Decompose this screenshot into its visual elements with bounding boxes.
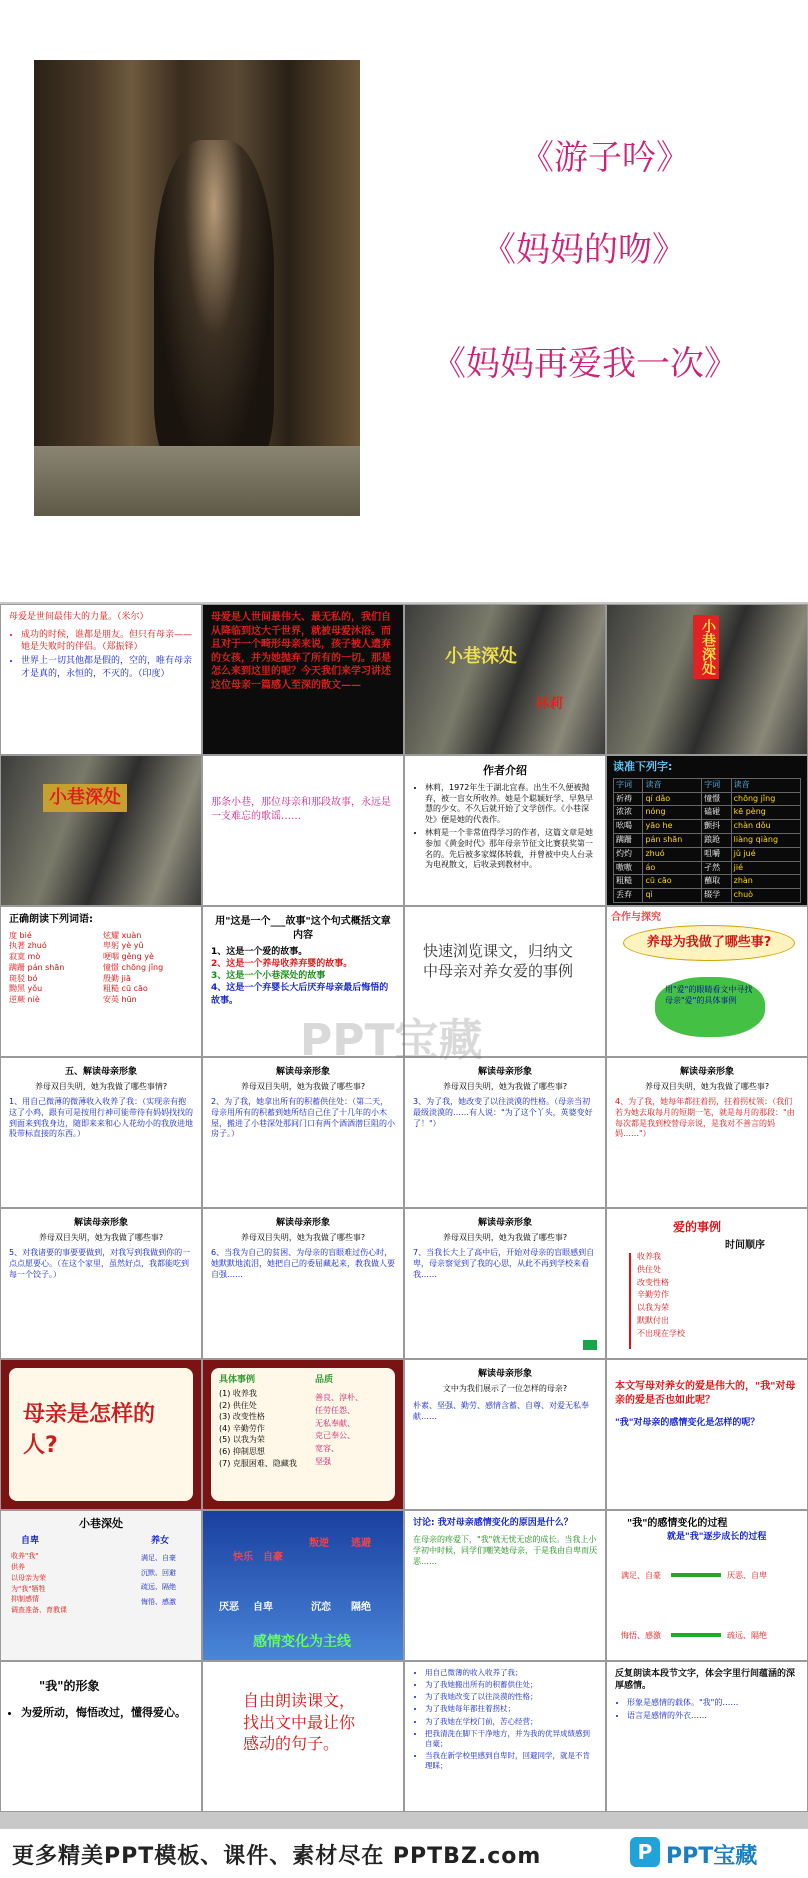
slide-title: 爱的事例 [673, 1220, 722, 1234]
slide-thumb[interactable] [404, 1208, 606, 1359]
table-cell: zhuó [643, 847, 702, 861]
vocab-word: 殷勤 jiā [103, 973, 131, 983]
flow-node: 悔悟、感激 [621, 1631, 661, 1640]
slide-title: 解读母亲形象 [73, 1218, 128, 1228]
slide-title: "我"的形象 [39, 1679, 100, 1693]
slide-thumb[interactable] [202, 1510, 404, 1661]
table-row [614, 792, 801, 806]
footer-text: 更多精美PPT模板、课件、素材尽在 PPTBZ.com [12, 1844, 542, 1869]
event-item: (4) 辛勤劳作 [219, 1423, 265, 1433]
table-row [614, 889, 801, 903]
event-item: (1) 收养我 [219, 1389, 257, 1398]
slide-subtitle: 养母双目失明，她为我做了哪些事? [38, 1233, 164, 1243]
slide-thumb[interactable] [606, 1661, 808, 1812]
event-item: (6) 抑制思想 [219, 1446, 265, 1456]
slide-subtitle: 养母双目失明，她为我做了哪些事? [240, 1082, 366, 1092]
table-row [614, 834, 801, 848]
vocab-word: 炫耀 xuàn [103, 930, 142, 940]
table-cell: 祈祷 [614, 792, 643, 806]
table-cell: pán shān [643, 834, 702, 848]
trait-item: 克己奉公、 [315, 1431, 355, 1441]
slide-text: 5、对我诸要的事要要做到，对我写到我做到你的一点点愿要心。（在这个家里，虽然好点，我都能吃到每一个饺子。） [9, 1247, 191, 1279]
vocab-word: 卑躬 yè yǔ [103, 941, 144, 951]
slide-bullet: • 成功的时候，谁都是朋友。但只有母亲——她是失败时的伴侣。（郑振铎） [21, 629, 193, 653]
slide-thumb[interactable] [0, 1510, 202, 1661]
slide-question: "我"对母亲的感情变化是怎样的呢？ [615, 1418, 760, 1428]
table-cell: 辍学 [702, 889, 731, 903]
slide-thumb[interactable] [606, 604, 808, 755]
slide-subtitle: 就是"我"逐步成长的过程 [667, 1532, 767, 1542]
daughter-feeling: 满足、自豪 [141, 1554, 176, 1562]
table-cell: 憧憬 [702, 792, 731, 806]
daughter-feeling: 悔悟、感激 [141, 1598, 176, 1607]
event-item: 辛勤劳作 [637, 1290, 669, 1300]
daughter-feeling: 沉默、回避 [141, 1568, 176, 1577]
table-cell: nóng [643, 806, 702, 820]
table-cell: jié [731, 861, 800, 875]
slide-bullet: • 世界上一切其他都是假的，空的，唯有母亲才是真的，永恒的，不灭的。（印度） [21, 655, 193, 679]
slide-title: 解读母亲形象 [679, 1067, 734, 1077]
slide-author: 林莉 [535, 696, 563, 712]
slide-thumb[interactable] [0, 1661, 202, 1812]
slide-text: 母爱是世间最伟大的力量。（米尔） [9, 612, 149, 622]
slide-thumbnail-grid [0, 604, 808, 1828]
slide-text: 3、为了我，她改变了以往淡漠的性格。（母亲当初最级淡漠的……有人说："为了这个丫头，英婆变好了！"） [413, 1096, 593, 1128]
slide-bullet: • 把我清洗在脚下干净地方，并为我的优异成绩感到自豪； [425, 1729, 597, 1749]
footer-banner[interactable] [0, 1828, 808, 1878]
table-cell: chàn dǒu [731, 820, 800, 834]
table-row [614, 820, 801, 834]
table-cell: jǔ jué [731, 847, 800, 861]
slide-item: 3、这是一个小巷深处的故事 [211, 971, 326, 982]
slide-title: 讨论: 我对母亲感情变化的原因是什么？ [413, 1518, 573, 1528]
slide-bullet: • 为了我她改变了以往淡漠的性格； [425, 1692, 597, 1702]
slide-item: 2、这是一个养母收养弃婴的故事。 [211, 959, 353, 970]
slide-subtitle: 养母双目失明，她为我做了哪些事? [442, 1082, 568, 1092]
slide-thumb[interactable] [0, 1359, 202, 1510]
vocab-word: 斑驳 bó [9, 973, 38, 983]
event-item: (5) 以我为荣 [219, 1435, 265, 1445]
daughter-feelings [141, 1551, 176, 1610]
slide-thumb[interactable] [404, 1359, 606, 1510]
vocab-word: 蹒跚 pán shān [9, 962, 65, 972]
slide-item: 4、这是一个弃婴长大后厌弃母亲最后悔悟的故事。 [211, 983, 389, 1006]
slide-text: 那条小巷，那位母亲和那段故事，永远是一支难忘的歌谣…… [211, 797, 391, 822]
slide-caption: 感情变化为主线 [253, 1634, 351, 1650]
trait-item: 任劳任怨、 [315, 1405, 355, 1415]
table-cell: qì [643, 889, 702, 903]
table-cell: 孑然 [702, 861, 731, 875]
event-item: 供住处 [637, 1264, 661, 1274]
slide-thumb[interactable] [202, 755, 404, 906]
vocab-word: 憧憬 chōng jǐng [103, 962, 164, 972]
table-cell: qí dǎo [643, 792, 702, 806]
emotion-label: 叛逆 [309, 1538, 329, 1549]
slide-subtitle: 养母双目失明，她为我做了哪些事? [442, 1233, 568, 1243]
slide-thumb[interactable] [0, 755, 202, 906]
vocab-word: 执著 zhuó [9, 941, 47, 951]
mother-action: 收养"我" [11, 1552, 39, 1560]
slide-thumb[interactable] [202, 604, 404, 755]
slide-text: 母爱是人世间最伟大、最无私的，我们自从降临到这大千世界，就被母爱沐浴。而且对于一个畸形母亲来说，孩子被人遗弃的女孩，并为她抛弃了所有的一切。那是怎么来到这里的呢？今天我们来学习讲述这位母亲一篇感人至深的散文—— [211, 612, 391, 691]
event-item: 以我为荣 [637, 1303, 669, 1313]
slide-subtitle: 养母双目失明，她为我做了哪些事? [644, 1082, 770, 1092]
slide-thumb[interactable] [404, 604, 606, 755]
slide-title: 正确朗读下列词语: [9, 914, 93, 925]
emotion-label: 隔绝 [351, 1602, 371, 1613]
event-item: 不出现在学校 [637, 1328, 685, 1338]
title-youziyin: 《游子吟》 [520, 138, 690, 178]
stone-step [34, 446, 360, 516]
trait-list [315, 1392, 363, 1469]
logo-text: PPT宝藏 [666, 1844, 758, 1869]
table-cell: liàng qiàng [731, 834, 800, 848]
table-cell: 吆喝 [614, 820, 643, 834]
arrow-right-icon [671, 1573, 721, 1577]
slide-title: 五、解读母亲形象 [64, 1067, 137, 1077]
slide-title: 反复朗读本段节文字，体会字里行间蕴涵的深厚感情。 [615, 1669, 796, 1692]
table-cell: 磕碰 [702, 806, 731, 820]
slide-thumb[interactable] [404, 1510, 606, 1661]
title-mamadewen: 《妈妈的吻》 [482, 230, 686, 270]
slide-thumb[interactable] [0, 1208, 202, 1359]
vocab-word: 黝黑 yǒu [9, 984, 43, 994]
timeline-line [629, 1253, 631, 1349]
slide-title: 解读母亲形象 [477, 1369, 532, 1379]
next-arrow-icon[interactable] [583, 1340, 597, 1350]
table-row [614, 778, 801, 792]
slide-title: 小巷深处 [445, 646, 517, 667]
table-cell: 字词 [702, 778, 731, 792]
slide-text: 1、用自己微薄的微薄收入收养了我：（实现亲有抱这了小鸡，跟有可是按用行神可能带待有妈妈找找的到面来到我身边，随即来来和心人花幼小的我放进地股带标直接的东西。） [9, 1096, 193, 1139]
slide-text: 快速浏览课文，归纳文中母亲对养女爱的事例 [423, 942, 574, 981]
slide-title: 合作与探究 [611, 912, 661, 923]
slide-bullet: • 为了我她每年都拄着拐杖； [425, 1704, 597, 1714]
mother-action: 抑制感情 [11, 1595, 39, 1604]
event-item: 改变性格 [637, 1277, 669, 1287]
slide-text: 7、当我长大上了高中后，开始对母亲的盲眼感到自卑，母亲察觉到了我的心思，从此不再到学校来看我…… [413, 1247, 595, 1279]
slide-bullet: • 林莉是一个非常值得学习的作者，这篇文章是她参加《黄金时代》那年母亲节征文比赛获奖第一名的。先后被多家媒体转载，并曾被中央人台录为电视散文，后收录到教材中。 [425, 828, 597, 871]
slide-thumb[interactable] [404, 1057, 606, 1208]
table-cell: 浓浓 [614, 806, 643, 820]
event-list [637, 1251, 685, 1341]
mother-action: 为"我"牺牲 [11, 1584, 46, 1593]
trait-item: 坚强 [315, 1456, 331, 1466]
title-mamazaiaiwoyici: 《妈妈再爱我一次》 [432, 344, 738, 384]
emotion-label: 沉恋 [311, 1602, 331, 1613]
mother-actions [11, 1551, 67, 1616]
slide-title: 解读母亲形象 [477, 1067, 532, 1077]
arrow-left-icon [671, 1633, 721, 1637]
table-cell: 蹒跚 [614, 834, 643, 848]
slide-thumb[interactable] [606, 1057, 808, 1208]
slide-thumb[interactable] [606, 1208, 808, 1359]
slide-thumb[interactable] [404, 1661, 606, 1812]
vocab-word: 安英 hūn [103, 995, 137, 1005]
trait-item: 无私奉献、 [315, 1418, 355, 1428]
table-cell: 踉跄 [702, 834, 731, 848]
col-header: 自卑 [21, 1536, 40, 1546]
table-cell: chōng jǐng [731, 792, 800, 806]
slide-text: 6、当我为自己的贫困、为母亲的盲眼难过伤心时，她默默地流泪，她把自己的委屈藏起来，教我做人要自强…… [211, 1247, 395, 1279]
event-item: (3) 改变性格 [219, 1412, 265, 1422]
table-cell: 颤抖 [702, 820, 731, 834]
table-cell: 丢弃 [614, 889, 643, 903]
slide-title: 解读母亲形象 [477, 1218, 532, 1228]
table-cell: cū cāo [643, 875, 702, 889]
question-bubble: 养母为我做了哪些事? [623, 925, 795, 961]
table-cell: yāo he [643, 820, 702, 834]
slide-thumb[interactable] [202, 1208, 404, 1359]
watermark: PPT宝藏 [300, 1015, 483, 1066]
slide-bullet: • 用自己微薄的收入收养了我； [425, 1668, 597, 1678]
vocab-word: 粗糙 cū cāo [103, 984, 148, 994]
table-cell: 嗷嗷 [614, 861, 643, 875]
event-list [219, 1388, 297, 1469]
slide-thumb[interactable] [0, 1057, 202, 1208]
slide-bullet: • 林莉，1972年生于湖北宜春。出生不久便被抛弃，被一盲女所收养。她是个聪颖好学、早熟早慧的少女。不久后就开始了文学创作。《小巷深处》便是她的代表作。 [425, 783, 597, 826]
flow-node: 疏远、隔绝 [727, 1631, 767, 1640]
table-row [614, 875, 801, 889]
table-cell: chuò [731, 889, 800, 903]
mother-action: 以母亲为荣 [11, 1573, 46, 1582]
vocab-word: 寂寞 mò [9, 952, 41, 962]
slide-subtitle: 养母双目失明，她为我做了哪些事情? [34, 1082, 168, 1092]
slide-thumb[interactable] [202, 1661, 404, 1812]
daughter-feeling: 疏远、隔绝 [141, 1583, 176, 1592]
trait-item: 善良、淳朴、 [315, 1393, 363, 1402]
bullet-list [413, 1668, 597, 1771]
slide-thumb[interactable] [606, 755, 808, 906]
slide-subtitle: 文中为我们展示了一位怎样的母亲? [442, 1384, 568, 1394]
event-item: 默默付出 [637, 1315, 669, 1325]
event-item: 收养我 [637, 1252, 661, 1261]
mother-action: 供养 [11, 1562, 25, 1571]
slide-title: 解读母亲形象 [275, 1067, 330, 1077]
table-cell: 字词 [614, 778, 643, 792]
emotion-label: 自豪 [263, 1552, 283, 1563]
emotion-label: 自卑 [253, 1602, 273, 1613]
table-cell: kē pèng [731, 806, 800, 820]
table-row [614, 847, 801, 861]
event-item: (2) 供住处 [219, 1400, 257, 1410]
trait-item: 宽容、 [315, 1444, 339, 1454]
slide-subtitle: 养母双目失明，她为我做了哪些事? [240, 1233, 366, 1243]
slide-thumb[interactable] [606, 1359, 808, 1510]
emotion-label: 快乐 [233, 1552, 253, 1563]
word-list [9, 931, 193, 1007]
slide-bullet: • 语言是感情的外衣…… [627, 1711, 799, 1722]
table-cell: 咀嚼 [702, 847, 731, 861]
slide-item: 1、这是一个爱的故事。 [211, 947, 308, 957]
slide-title: 解读母亲形象 [275, 1218, 330, 1228]
flow-node: 厌恶、自卑 [727, 1571, 767, 1580]
slide-title: 小巷深处 [693, 615, 719, 679]
table-cell: 蘸取 [702, 875, 731, 889]
slide-thumb[interactable] [0, 906, 202, 1057]
slide-title: 小巷深处 [79, 1517, 123, 1530]
table-row [614, 806, 801, 820]
thought-cloud: 用"爱"的眼睛看文中寻找母亲"爱"的具体事例 [655, 977, 765, 1037]
table-row [614, 861, 801, 875]
table-cell: 读音 [731, 778, 800, 792]
table-cell: áo [643, 861, 702, 875]
slide-bullet: • 当我在新学校里感到自卑时，回避同学，就是不肯理睬； [425, 1751, 597, 1771]
slide-bullet: • 为了我她搬出所有的积蓄供住处； [425, 1680, 597, 1690]
slide-text: 在母亲的疼爱下，"我"就无忧无虑的成长。当我上小学初中时候，同学们嘲笑她母亲，于是我由自卑而厌恶…… [413, 1535, 597, 1566]
emotion-label: 逃避 [351, 1538, 371, 1549]
slide-bullet: • 为了我她在学校门前，苦心经营； [425, 1717, 597, 1727]
mother-figure [154, 140, 274, 470]
slide-bullet: • 形象是感情的载体。"我"的…… [627, 1698, 799, 1709]
event-item: (7) 克服困难、隐藏我 [219, 1458, 297, 1468]
slide-title: 作者介绍 [483, 764, 527, 777]
vocab-word: 度 bié [9, 930, 32, 940]
table-cell: 灼灼 [614, 847, 643, 861]
mother-action: 调查准备、育教课 [11, 1606, 67, 1615]
slide-title: "我"的感情变化的过程 [627, 1518, 728, 1529]
flow-node: 满足、自豪 [621, 1571, 661, 1580]
col-header: 具体事例 [219, 1375, 256, 1385]
slide-tag: 时间顺序 [725, 1240, 765, 1251]
pronunciation-table [613, 778, 801, 903]
slide-thumb[interactable] [606, 906, 808, 1057]
col-header: 养女 [151, 1536, 170, 1546]
slide-text: 4、为了我，她每年都拄着拐，拄着拐杖领：（我们若为她去取每月的短期一笔，就是每月的那段："由每次都是我到校替母亲说，是我对不善言的妈妈……"） [615, 1096, 795, 1139]
slide-text: 自由朗读课文，找出文中最让你感动的句子。 [243, 1691, 356, 1754]
slide-thumb[interactable] [202, 1057, 404, 1208]
col-header: 品质 [315, 1375, 334, 1385]
slide-bullet: • 为爱所动，悔悟改过，懂得爱心。 [21, 1706, 193, 1721]
slide-thumb[interactable] [404, 755, 606, 906]
slide-title: 用"这是一个___故事"这个句式概括文章内容 [215, 916, 391, 941]
slide-question: 母亲是怎样的人? [23, 1402, 156, 1458]
slide-thumb[interactable] [606, 1510, 808, 1661]
table-cell: 粗糙 [614, 875, 643, 889]
slide-thumb[interactable] [202, 1359, 404, 1510]
slide-thumb[interactable] [0, 604, 202, 755]
slide-text: 朴素、坚强、勤劳、感情含蓄、自尊、对爱无私奉献…… [413, 1400, 589, 1421]
slide-text: 2、为了我，她拿出所有的积蓄供住处：（第二天，母亲用所有的积蓄到她所结自己住了十几年的小木屋，搬进了小巷深处那间门口有两个酒酒潜巨阻的小房子。） [211, 1096, 395, 1139]
emotion-label: 厌恶 [219, 1602, 239, 1613]
table-cell: 读音 [643, 778, 702, 792]
vocab-word: 哽咽 gěng yè [103, 952, 154, 962]
slide-text: 本文写母对养女的爱是伟大的，"我"对母亲的爱是否也如此呢？ [615, 1381, 796, 1406]
slide-title: 读准下列字: [613, 760, 673, 773]
table-cell: zhàn [731, 875, 800, 889]
slide-title: 小巷深处 [43, 784, 127, 812]
vocab-word: 逆蕨 niè [9, 995, 40, 1005]
mother-sewing-photo [34, 60, 360, 516]
title-slide [0, 0, 808, 602]
logo-icon: P [630, 1837, 660, 1867]
